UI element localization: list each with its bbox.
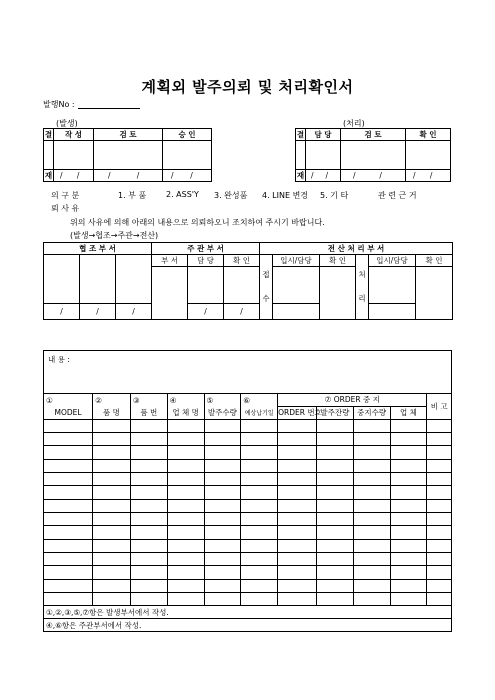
col-num-vendor: ④: [167, 393, 204, 406]
table-cell[interactable]: [167, 566, 204, 579]
table-row: [44, 592, 452, 605]
table-cell[interactable]: [167, 486, 204, 499]
table-cell[interactable]: [316, 486, 353, 499]
table-cell[interactable]: [44, 566, 93, 579]
coop-date-1[interactable]: /: [44, 304, 80, 320]
issue-side-bottom: 재: [44, 171, 53, 180]
receive-input-col: 입시/담당: [273, 255, 320, 267]
table-cell[interactable]: [44, 433, 93, 446]
process-side-label: 처 리: [356, 255, 369, 320]
table-cell[interactable]: [390, 446, 427, 459]
table-cell[interactable]: [278, 552, 317, 565]
category-label: 의 구 분: [51, 191, 80, 200]
table-cell[interactable]: [204, 486, 241, 499]
table-cell[interactable]: [167, 473, 204, 486]
process-sign-confirm[interactable]: [406, 141, 451, 170]
table-cell[interactable]: [427, 446, 452, 459]
coop-dept-header: 협 조 부 서: [44, 243, 152, 255]
coop-date-2[interactable]: /: [80, 304, 116, 320]
table-cell[interactable]: [427, 579, 452, 592]
table-cell[interactable]: [241, 526, 278, 539]
issue-approval-box: [43, 128, 212, 182]
table-cell[interactable]: [204, 473, 241, 486]
table-cell[interactable]: [93, 566, 131, 579]
table-cell[interactable]: [241, 446, 278, 459]
table-cell[interactable]: [130, 419, 167, 432]
issue-sign-approve[interactable]: [163, 141, 212, 170]
table-cell[interactable]: [241, 459, 278, 472]
table-cell[interactable]: [130, 512, 167, 525]
process-header-review: 검 토: [341, 129, 406, 141]
issue-side-mid: [44, 141, 54, 170]
table-cell[interactable]: [278, 486, 317, 499]
table-cell[interactable]: [427, 419, 452, 432]
table-cell[interactable]: [167, 419, 204, 432]
process-input-col: 입시/담당: [369, 255, 416, 267]
col-vendor: 업 체 명: [167, 406, 204, 419]
category-option-2[interactable]: 2. ASS'Y: [166, 190, 199, 199]
issue-header-review: 검 토: [94, 129, 163, 141]
table-cell[interactable]: [390, 433, 427, 446]
table-row: [44, 566, 452, 579]
main-sign-dept[interactable]: [152, 267, 188, 320]
process-header-confirm: 확 인: [406, 129, 451, 141]
table-cell[interactable]: [390, 486, 427, 499]
table-cell[interactable]: [130, 499, 167, 512]
col-order-remaining: 발주잔량: [316, 406, 353, 419]
table-cell[interactable]: [44, 499, 93, 512]
table-cell[interactable]: [44, 446, 93, 459]
table-cell[interactable]: [167, 552, 204, 565]
items-table: [43, 350, 452, 632]
table-cell[interactable]: [390, 592, 427, 605]
table-cell[interactable]: [353, 539, 390, 552]
table-cell[interactable]: [93, 579, 131, 592]
table-cell[interactable]: [427, 459, 452, 472]
table-cell[interactable]: [93, 419, 131, 432]
issue-date-write[interactable]: / /: [54, 170, 94, 182]
table-cell[interactable]: [278, 566, 317, 579]
col-num-name: ②: [93, 393, 131, 406]
table-cell[interactable]: [353, 579, 390, 592]
table-cell[interactable]: [427, 486, 452, 499]
category-option-4[interactable]: 4. LINE 변경: [262, 191, 309, 200]
table-cell[interactable]: [353, 526, 390, 539]
table-cell[interactable]: [167, 512, 204, 525]
table-cell[interactable]: [390, 459, 427, 472]
table-cell[interactable]: [167, 539, 204, 552]
process-header-charge: 담 당: [306, 129, 341, 141]
table-cell[interactable]: [353, 459, 390, 472]
table-cell[interactable]: [241, 579, 278, 592]
table-cell[interactable]: [427, 539, 452, 552]
table-cell[interactable]: [241, 486, 278, 499]
table-row: [44, 499, 452, 512]
process-sign-input[interactable]: [369, 267, 416, 304]
col-remark: 비 고: [427, 393, 452, 419]
main-col-dept: 부 서: [152, 255, 188, 267]
table-row: [44, 526, 452, 539]
table-cell[interactable]: [130, 446, 167, 459]
note-1: ①,②,③,⑤,⑦항은 발생부서에서 작성.: [44, 606, 452, 619]
col-num-eta: ⑥: [241, 393, 278, 406]
col-eta: 예상납기일: [241, 406, 278, 419]
table-cell[interactable]: [204, 433, 241, 446]
table-cell[interactable]: [204, 579, 241, 592]
table-cell[interactable]: [204, 459, 241, 472]
table-cell[interactable]: [390, 499, 427, 512]
note-2: ④,⑥항은 주관부서에서 작성.: [44, 619, 452, 632]
table-cell[interactable]: [93, 446, 131, 459]
table-cell[interactable]: [278, 592, 317, 605]
table-cell[interactable]: [353, 446, 390, 459]
table-cell[interactable]: [316, 446, 353, 459]
table-cell[interactable]: [353, 419, 390, 432]
table-cell[interactable]: [427, 512, 452, 525]
main-dept-header: 주 관 부 서: [152, 243, 260, 255]
table-cell[interactable]: [44, 419, 93, 432]
col-partno: 품 번: [130, 406, 167, 419]
table-cell[interactable]: [353, 512, 390, 525]
table-cell[interactable]: [278, 526, 317, 539]
issue-date-review[interactable]: / /: [94, 170, 163, 182]
table-cell[interactable]: [167, 433, 204, 446]
main-sign-charge[interactable]: [188, 267, 224, 304]
main-date-confirm[interactable]: /: [224, 304, 260, 320]
table-cell[interactable]: [390, 512, 427, 525]
table-cell[interactable]: [316, 592, 353, 605]
receive-side-label: 접 수: [260, 255, 273, 320]
table-cell[interactable]: [44, 539, 93, 552]
main-col-confirm: 확 인: [224, 255, 260, 267]
issue-sign-write[interactable]: [54, 141, 94, 170]
table-cell[interactable]: [353, 552, 390, 565]
issue-header-approve: 승 인: [163, 129, 212, 141]
table-cell[interactable]: [241, 473, 278, 486]
table-cell[interactable]: [241, 592, 278, 605]
table-cell[interactable]: [167, 459, 204, 472]
table-cell[interactable]: [130, 526, 167, 539]
process-date-charge[interactable]: / /: [306, 170, 341, 182]
process-side-bottom: 재: [296, 171, 305, 180]
table-cell[interactable]: [93, 592, 131, 605]
table-cell[interactable]: [316, 552, 353, 565]
table-cell[interactable]: [93, 539, 131, 552]
issue-side-top: 결: [44, 130, 53, 139]
table-cell[interactable]: [204, 539, 241, 552]
table-cell[interactable]: [316, 566, 353, 579]
table-cell[interactable]: [241, 512, 278, 525]
table-cell[interactable]: [93, 473, 131, 486]
process-confirm-col: 확 인: [416, 255, 453, 267]
table-cell[interactable]: [278, 473, 317, 486]
table-cell[interactable]: [241, 499, 278, 512]
table-cell[interactable]: [316, 473, 353, 486]
table-cell[interactable]: [204, 499, 241, 512]
table-cell[interactable]: [241, 566, 278, 579]
table-cell[interactable]: [316, 433, 353, 446]
table-cell[interactable]: [353, 499, 390, 512]
table-cell[interactable]: [353, 592, 390, 605]
table-cell[interactable]: [316, 499, 353, 512]
table-cell[interactable]: [278, 499, 317, 512]
col-num-model: ①: [44, 393, 93, 406]
table-cell[interactable]: [427, 592, 452, 605]
page-title: 계획외 발주의뢰 및 처리확인서: [141, 78, 354, 96]
category-option-5[interactable]: 5. 기 타: [320, 191, 349, 200]
table-row: [44, 459, 452, 472]
flow-caption: (발생→협조→주관→전산): [70, 231, 159, 240]
table-cell[interactable]: [278, 419, 317, 432]
table-cell[interactable]: [241, 433, 278, 446]
table-cell[interactable]: [316, 419, 353, 432]
table-cell[interactable]: [353, 473, 390, 486]
col-order-vendor: 업 체: [390, 406, 427, 419]
col-order-no: ORDER 번호: [278, 408, 322, 418]
table-cell[interactable]: [44, 592, 93, 605]
doc-no-label: 발행No :: [43, 100, 75, 109]
issue-date-approve[interactable]: / /: [163, 170, 212, 182]
table-cell[interactable]: [44, 552, 93, 565]
table-cell[interactable]: [93, 486, 131, 499]
process-caption: (처리): [343, 119, 365, 128]
table-cell[interactable]: [390, 539, 427, 552]
table-cell[interactable]: [390, 566, 427, 579]
col-num-qty: ⑤: [204, 393, 241, 406]
table-cell[interactable]: [316, 526, 353, 539]
related-basis-label: 관 련 근 거: [378, 191, 417, 200]
table-cell[interactable]: [167, 592, 204, 605]
table-cell[interactable]: [93, 499, 131, 512]
table-cell[interactable]: [93, 459, 131, 472]
table-cell[interactable]: [353, 486, 390, 499]
table-cell[interactable]: [427, 433, 452, 446]
table-cell[interactable]: [353, 433, 390, 446]
process-sign-review[interactable]: [341, 141, 406, 170]
coop-sign-1[interactable]: [44, 255, 80, 304]
table-cell[interactable]: [204, 512, 241, 525]
col-stop-qty: 중지수량: [353, 406, 390, 419]
table-cell[interactable]: [278, 539, 317, 552]
table-cell[interactable]: [316, 512, 353, 525]
table-cell[interactable]: [316, 539, 353, 552]
table-row: [44, 552, 452, 565]
table-cell[interactable]: [427, 552, 452, 565]
table-row: [44, 473, 452, 486]
category-option-1[interactable]: 1. 부 품: [118, 191, 147, 200]
table-cell[interactable]: [316, 459, 353, 472]
table-cell[interactable]: [427, 473, 452, 486]
table-cell[interactable]: [167, 579, 204, 592]
table-cell[interactable]: [204, 526, 241, 539]
table-cell[interactable]: [167, 526, 204, 539]
table-cell[interactable]: [204, 446, 241, 459]
table-cell[interactable]: [44, 473, 93, 486]
table-cell[interactable]: [278, 433, 317, 446]
category-option-3[interactable]: 3. 완성품: [214, 191, 248, 200]
table-row: [44, 446, 452, 459]
process-side-mid: [296, 141, 306, 170]
table-cell[interactable]: [427, 566, 452, 579]
table-cell[interactable]: [204, 592, 241, 605]
process-approval-box: [295, 128, 451, 182]
table-cell[interactable]: [130, 459, 167, 472]
issue-caption: (발생): [56, 119, 78, 128]
table-cell[interactable]: [44, 526, 93, 539]
coop-sign-3[interactable]: [116, 255, 152, 304]
table-cell[interactable]: [130, 473, 167, 486]
col-qty: 발주수량: [204, 406, 241, 419]
table-cell[interactable]: [278, 446, 317, 459]
table-cell[interactable]: [130, 486, 167, 499]
table-cell[interactable]: [353, 566, 390, 579]
coop-date-3[interactable]: /: [116, 304, 152, 320]
process-date-input[interactable]: [369, 304, 416, 320]
table-cell[interactable]: [316, 579, 353, 592]
table-cell[interactable]: [204, 566, 241, 579]
receive-sign-confirm[interactable]: [320, 267, 356, 320]
table-cell[interactable]: [44, 512, 93, 525]
table-row: [44, 539, 452, 552]
process-date-review[interactable]: / /: [341, 170, 406, 182]
table-cell[interactable]: [278, 512, 317, 525]
table-cell[interactable]: [130, 592, 167, 605]
process-sign-confirm[interactable]: [416, 267, 453, 320]
table-cell[interactable]: [130, 539, 167, 552]
table-row: [44, 486, 452, 499]
doc-no-underline: [78, 108, 140, 109]
table-cell[interactable]: [130, 433, 167, 446]
table-row: [44, 512, 452, 525]
col-name: 품 명: [93, 406, 131, 419]
receive-confirm-col: 확 인: [320, 255, 356, 267]
table-cell[interactable]: [44, 459, 93, 472]
computer-dept-header: 전 산 처 리 부 서: [260, 243, 453, 255]
table-cell[interactable]: [241, 552, 278, 565]
process-side-top: 결: [296, 130, 305, 139]
process-date-confirm[interactable]: / /: [406, 170, 451, 182]
table-cell[interactable]: [204, 419, 241, 432]
table-cell[interactable]: [130, 579, 167, 592]
content-label: 내 용 :: [44, 351, 452, 394]
col-model: MODEL: [44, 406, 93, 419]
table-cell[interactable]: [278, 459, 317, 472]
main-sign-confirm[interactable]: [224, 267, 260, 304]
table-row: [44, 419, 452, 432]
table-cell[interactable]: [241, 419, 278, 432]
table-cell[interactable]: [44, 579, 93, 592]
order-stop-header: ⑦ ORDER 중 지: [278, 393, 427, 406]
table-cell[interactable]: [390, 552, 427, 565]
table-cell[interactable]: [427, 499, 452, 512]
table-cell[interactable]: [167, 499, 204, 512]
table-row: [44, 433, 452, 446]
receive-date-input[interactable]: [273, 304, 320, 320]
table-cell[interactable]: [130, 566, 167, 579]
table-cell[interactable]: [390, 419, 427, 432]
table-cell[interactable]: [427, 526, 452, 539]
table-cell[interactable]: [204, 552, 241, 565]
col-num-partno: ③: [130, 393, 167, 406]
main-col-charge: 담 당: [188, 255, 224, 267]
reason-label: 뢰 사 유: [51, 204, 80, 213]
issue-sign-review[interactable]: [94, 141, 163, 170]
process-sign-charge[interactable]: [306, 141, 341, 170]
table-cell[interactable]: [241, 539, 278, 552]
routing-table: [43, 242, 453, 320]
coop-sign-2[interactable]: [80, 255, 116, 304]
receive-sign-input[interactable]: [273, 267, 320, 304]
table-cell[interactable]: [390, 473, 427, 486]
table-cell[interactable]: [278, 579, 317, 592]
table-cell[interactable]: [390, 579, 427, 592]
table-cell[interactable]: [390, 526, 427, 539]
table-cell[interactable]: [130, 552, 167, 565]
table-cell[interactable]: [93, 552, 131, 565]
request-sentence: 위의 사유에 의해 아래의 내용으로 의뢰하오니 조치하여 주시기 바랍니다.: [70, 218, 325, 227]
table-cell[interactable]: [93, 512, 131, 525]
main-date-charge[interactable]: /: [188, 304, 224, 320]
issue-header-write: 작 성: [54, 129, 94, 141]
table-cell[interactable]: [93, 433, 131, 446]
table-cell[interactable]: [167, 446, 204, 459]
table-cell[interactable]: [93, 526, 131, 539]
table-row: [44, 579, 452, 592]
table-cell[interactable]: [44, 486, 93, 499]
